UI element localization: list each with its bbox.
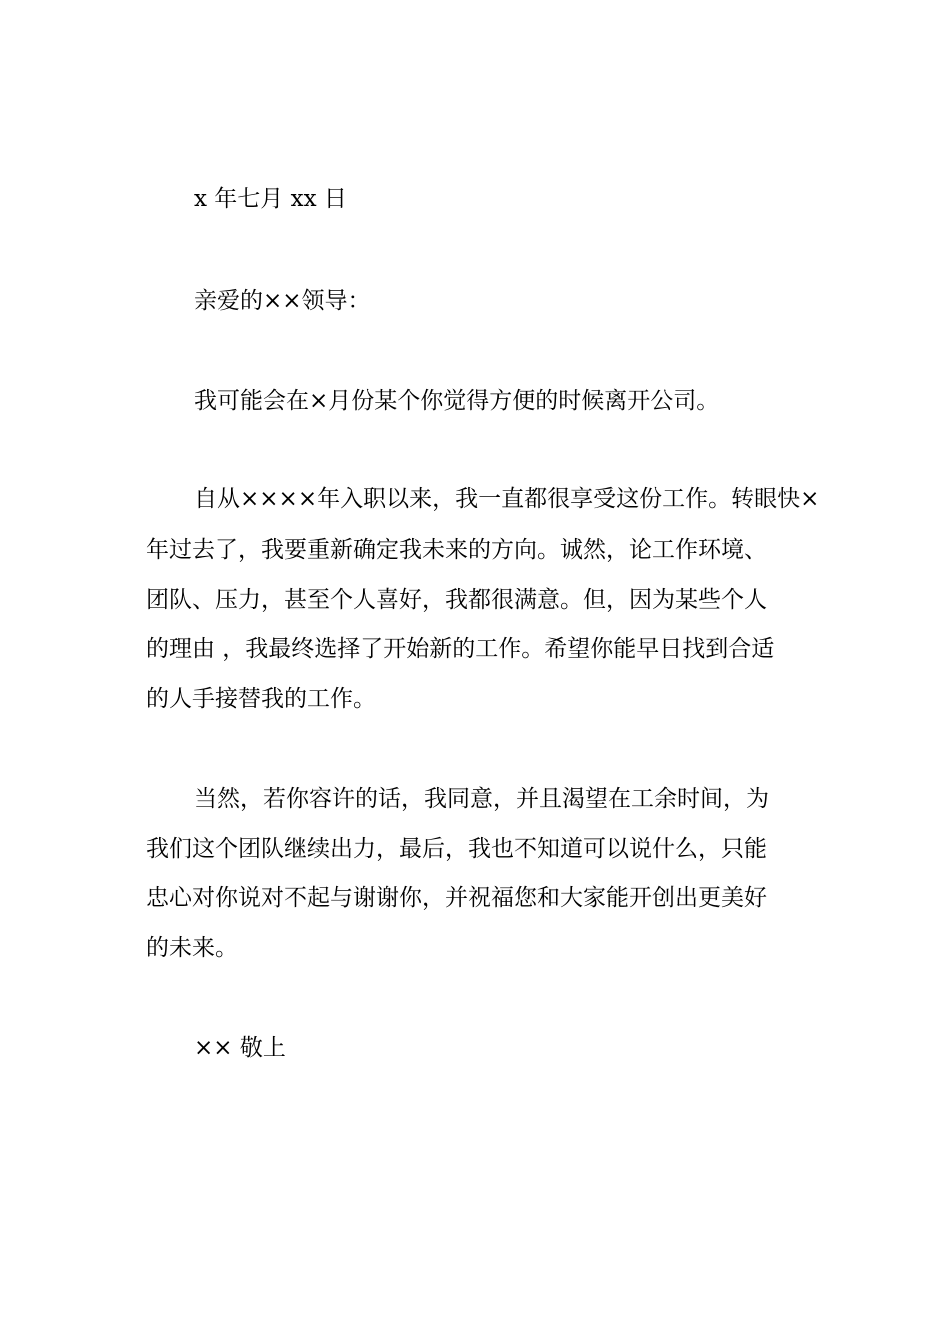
- paragraph-2-line-3: 团队、压力，甚至个人喜好，我都很满意。但，因为某些个人: [146, 587, 767, 613]
- letter-signature: ×× 敬上: [194, 1035, 286, 1061]
- paragraph-3-line-2: 我们这个团队继续出力，最后，我也不知道可以说什么，只能: [146, 836, 767, 862]
- paragraph-2-line-5: 的人手接替我的工作。: [146, 686, 376, 712]
- paragraph-2-line-4: 的理由 ，我最终选择了开始新的工作。希望你能早日找到合适: [146, 636, 775, 662]
- paragraph-3-line-3: 忠心对你说对不起与谢谢你，并祝福您和大家能开创出更美好: [146, 885, 767, 911]
- paragraph-3-line-1: 当然，若你容许的话，我同意，并且渴望在工余时间，为: [194, 786, 769, 812]
- paragraph-1-line-1: 我可能会在×月份某个你觉得方便的时候离开公司。: [194, 388, 720, 414]
- paragraph-2-line-2: 年过去了，我要重新确定我未来的方向。诚然，论工作环境、: [146, 537, 767, 563]
- paragraph-3-line-4: 的未来。: [146, 935, 238, 961]
- letter-date: x 年七月 xx 日: [194, 186, 347, 212]
- letter-salutation: 亲爱的××领导：: [194, 288, 371, 314]
- paragraph-2-line-1: 自从××××年入职以来，我一直都很享受这份工作。转眼快×: [194, 486, 820, 512]
